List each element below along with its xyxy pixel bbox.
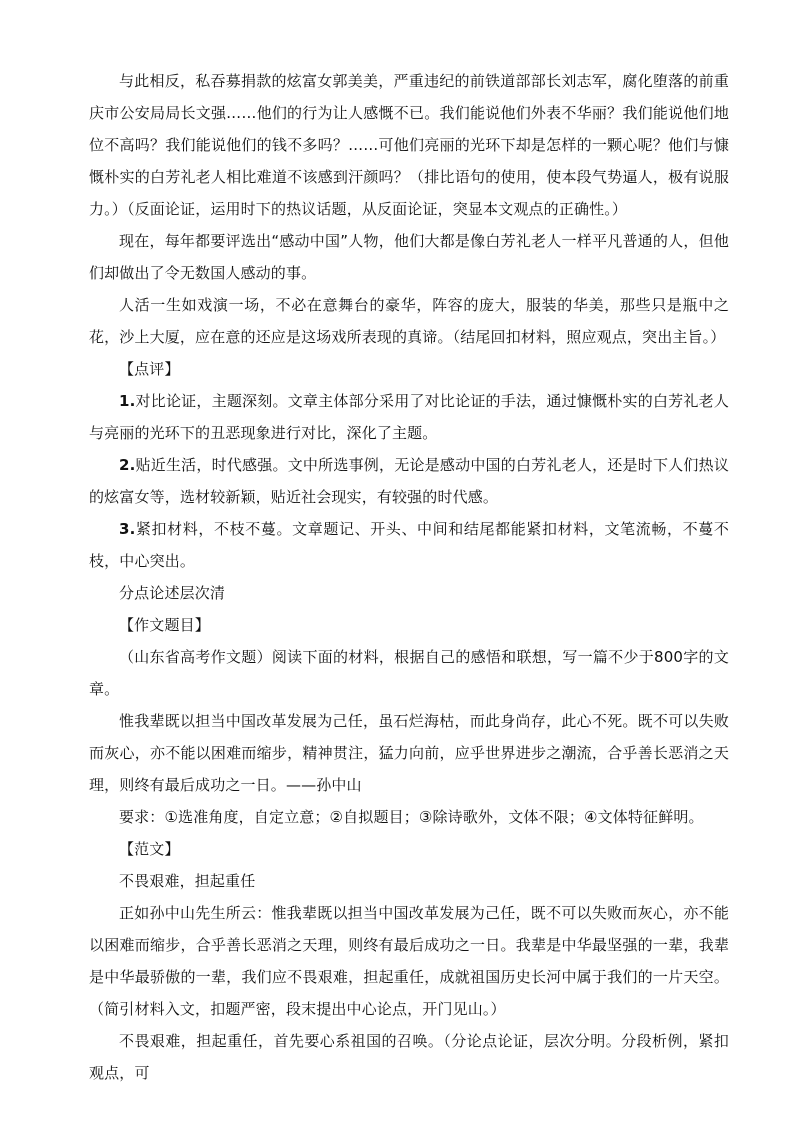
comment-point-number: 3. xyxy=(119,520,136,538)
comment-point-number: 2. xyxy=(119,456,136,474)
section-heading-model-essay: 【范文】 xyxy=(119,840,180,858)
document-body xyxy=(89,65,729,1089)
section-heading-comment: 【点评】 xyxy=(119,360,180,378)
paragraph-conclusion: 人活一生如戏演一场，不必在意舞台的豪华，阵容的庞大，服装的华美，那些只是瓶中之花，沙上大厦，应在意的还应是这场戏所表现的真谛。（结尾回扣材料，照应观点，突出主旨。） xyxy=(89,296,729,346)
section-title: 分点论述层次清 xyxy=(119,584,226,602)
paragraph-requirements: 要求：①选准角度，自定立意；②自拟题目；③除诗歌外，文体不限；④文体特征鲜明。 xyxy=(119,808,704,826)
paragraph-moving-china: 现在，每年都要评选出“感动中国”人物，他们大都是像白芳礼老人一样平凡普通的人，但他们却做出了令无数国人感动的事。 xyxy=(89,232,729,282)
comment-point-3 xyxy=(89,513,729,577)
comment-point-text: 对比论证，主题深刻。文章主体部分采用了对比论证的手法，通过慷慨朴实的白芳礼老人与亮丽的光环下的丑恶现象进行对比，深化了主题。 xyxy=(89,392,729,442)
paragraph-essay-opening: 正如孙中山先生所云：惟我辈既以担当中国改革发展为己任，既不可以失败而灰心，亦不能以困难而缩步，合乎善长恶消之天理，则终有最后成功之一日。我辈是中华最坚强的一辈，我辈是中华最骄傲的一辈，我们应不畏艰难，担起重任，成就祖国历史长河中属于我们的一片天空。（简引材料入文，扣题严密，段末提出中心论点，开门见山。） xyxy=(89,904,729,1018)
comment-point-text: 紧扣材料，不枝不蔓。文章题记、开头、中间和结尾都能紧扣材料，文笔流畅，不蔓不枝，中心突出。 xyxy=(89,520,729,570)
section-heading-essay-topic: 【作文题目】 xyxy=(119,616,210,634)
paragraph-topic-instruction: （山东省高考作文题）阅读下面的材料，根据自己的感悟和联想，写一篇不少于800字的文章。 xyxy=(89,648,729,698)
comment-point-text: 贴近生活，时代感强。文中所选事例，无论是感动中国的白芳礼老人，还是时下人们热议的炫富女等，选材较新颖，贴近社会现实，有较强的时代感。 xyxy=(89,456,729,506)
comment-point-1 xyxy=(89,385,729,449)
comment-point-2 xyxy=(89,449,729,513)
paragraph-material-quote: 惟我辈既以担当中国改革发展为己任，虽石烂海枯，而此身尚存，此心不死。既不可以失败而灰心，亦不能以困难而缩步，精神贯注，猛力向前，应乎世界进步之潮流，合乎善长恶消之天理，则终有最后成功之一日。——孙中山 xyxy=(89,712,729,794)
paragraph-essay-first-point: 不畏艰难，担起重任，首先要心系祖国的召唤。（分论点论证，层次分明。分段析例，紧扣观点，可 xyxy=(89,1032,729,1082)
comment-point-number: 1. xyxy=(119,392,136,410)
paragraph-negative-argument: 与此相反，私吞募捐款的炫富女郭美美，严重违纪的前铁道部部长刘志军，腐化堕落的前重庆市公安局局长文强……他们的行为让人感慨不已。我们能说他们外表不华丽？我们能说他们地位不高吗？我们能说他们的钱不多吗？……可他们亮丽的光环下却是怎样的一颗心呢？他们与慷慨朴实的白芳礼老人相比难道不该感到汗颜吗？（排比语句的使用，使本段气势逼人，极有说服力。）（反面论证，运用时下的热议话题，从反面论证，突显本文观点的正确性。） xyxy=(89,72,729,218)
model-essay-title: 不畏艰难，担起重任 xyxy=(119,872,256,890)
